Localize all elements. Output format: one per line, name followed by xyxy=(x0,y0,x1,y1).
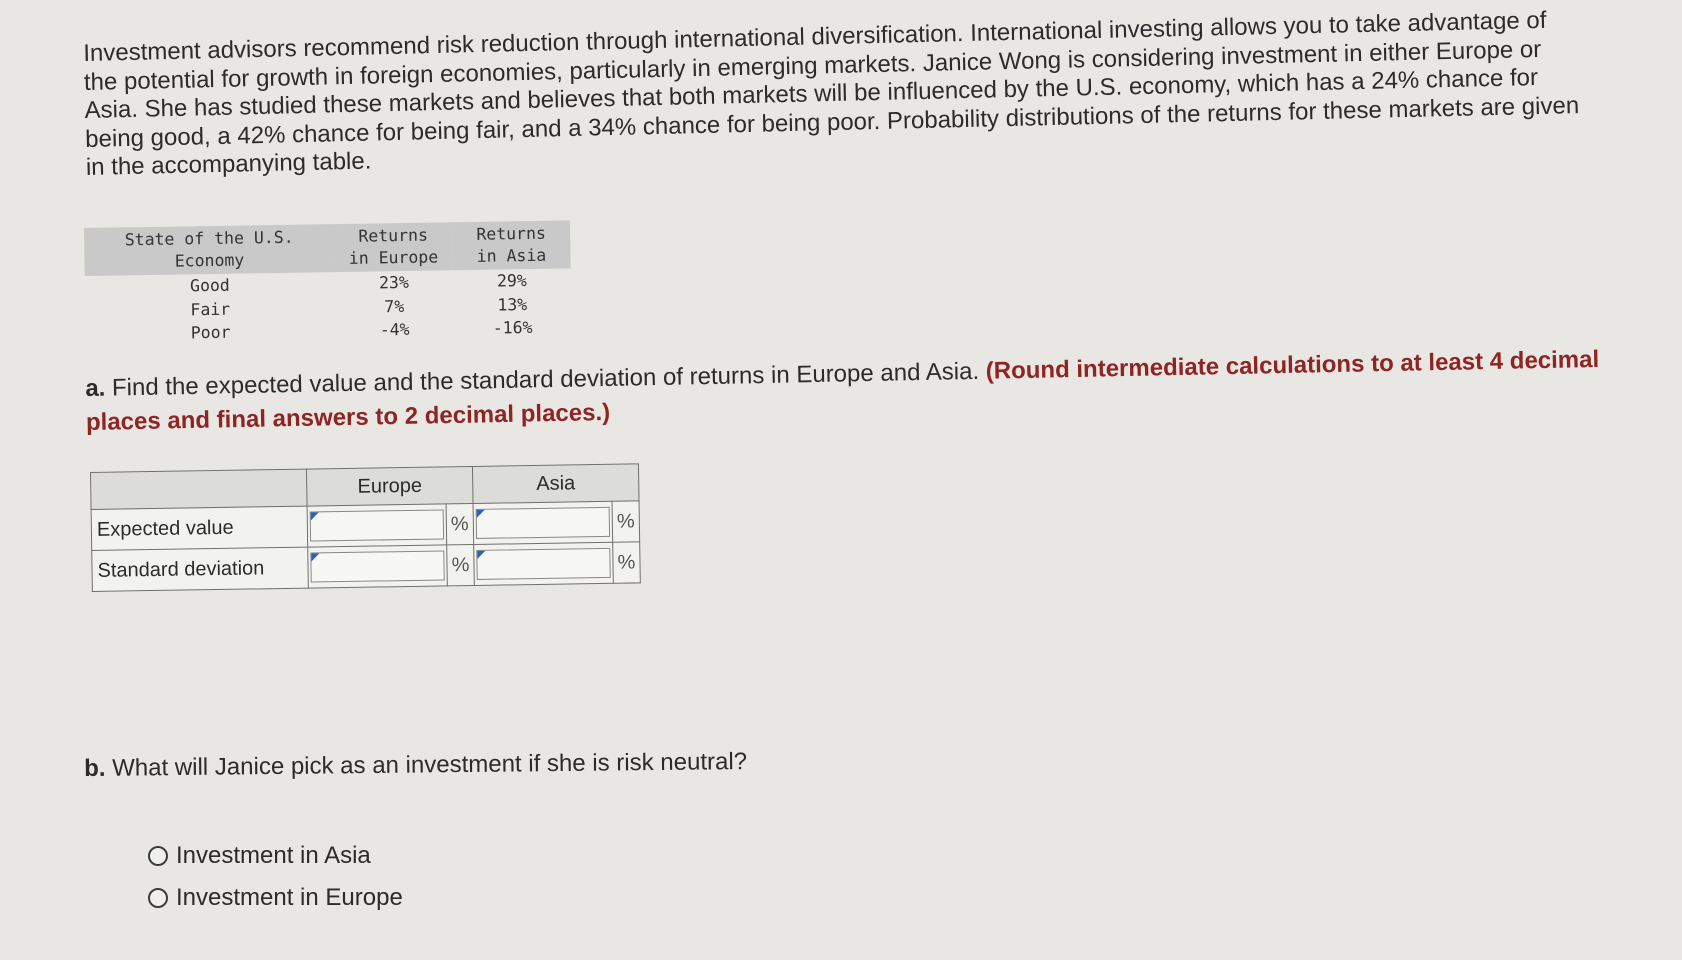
state-cell: Good xyxy=(189,275,230,296)
input-marker-icon xyxy=(477,510,485,518)
question-a-text: Find the expected value and the standard deviation of returns in Europe and Asia. xyxy=(111,357,980,402)
state-cell: Poor xyxy=(190,322,231,343)
question-b xyxy=(84,745,747,786)
standard-deviation-row xyxy=(92,542,641,592)
standard-deviation-label: Standard deviation xyxy=(92,547,309,591)
header-europe: Returns in Europe xyxy=(348,225,439,268)
europe-return-cell: 23% xyxy=(378,272,409,293)
answer-header-europe: Europe xyxy=(306,466,473,506)
percent-unit: % xyxy=(613,542,641,583)
europe-standard-deviation-input[interactable] xyxy=(310,550,444,582)
radio-button-icon[interactable] xyxy=(148,846,168,866)
returns-table-container xyxy=(84,220,572,346)
answer-header-blank xyxy=(91,469,308,509)
problem-intro: Investment advisors recommend risk reduction through international diversification. International investing allows you to take advantage of the potential for growth in foreign economies, particularly in emerging markets. Janice Wong is considering investment in either Europe or Asia. She has studied these markets and believes that both markets will be influenced by the U.S. economy, which has a 24% chance for being good, a 42% chance for being fair, and a 34% chance for being poor. Probability distributions of the returns for these markets are given in the accompanying table. xyxy=(83,6,1580,181)
option-label: Investment in Asia xyxy=(176,842,371,869)
input-marker-icon xyxy=(477,551,485,559)
percent-unit: % xyxy=(446,503,474,544)
rounding-instruction: (Round intermediate calculations to at least 4 decimal places and final answers to 2 decimal places.) xyxy=(85,345,1600,436)
percent-unit: % xyxy=(612,501,640,542)
answer-table xyxy=(90,463,641,592)
question-a-label: a. xyxy=(85,374,106,402)
europe-return-cell: 7% xyxy=(384,296,405,316)
state-cell: Fair xyxy=(190,299,231,319)
question-b-text: What will Janice pick as an investment if she is risk neutral? xyxy=(112,748,748,782)
asia-expected-value-input[interactable] xyxy=(476,507,610,539)
percent-unit: % xyxy=(447,544,475,585)
asia-standard-deviation-input[interactable] xyxy=(476,548,610,580)
question-b-label: b. xyxy=(84,754,106,782)
returns-table xyxy=(84,220,572,346)
europe-return-cell: -4% xyxy=(379,319,410,340)
answer-table-container xyxy=(90,463,641,592)
returns-table-header xyxy=(84,220,571,276)
question-a xyxy=(85,342,1646,440)
radio-button-icon[interactable] xyxy=(148,888,168,908)
header-asia: Returns in Asia xyxy=(476,223,547,266)
input-marker-icon xyxy=(311,553,319,561)
option-investment-europe[interactable] xyxy=(148,884,403,912)
europe-expected-value-input[interactable] xyxy=(310,509,444,541)
option-label: Investment in Europe xyxy=(176,884,403,911)
asia-return-cell: 13% xyxy=(497,294,528,315)
asia-return-cell: -16% xyxy=(492,317,533,338)
option-investment-asia[interactable] xyxy=(148,842,371,870)
input-marker-icon xyxy=(311,512,319,520)
header-state: State of the U.S. Economy xyxy=(124,227,294,271)
asia-return-cell: 29% xyxy=(496,271,527,291)
answer-header-asia: Asia xyxy=(472,464,639,504)
expected-value-label: Expected value xyxy=(91,506,308,550)
